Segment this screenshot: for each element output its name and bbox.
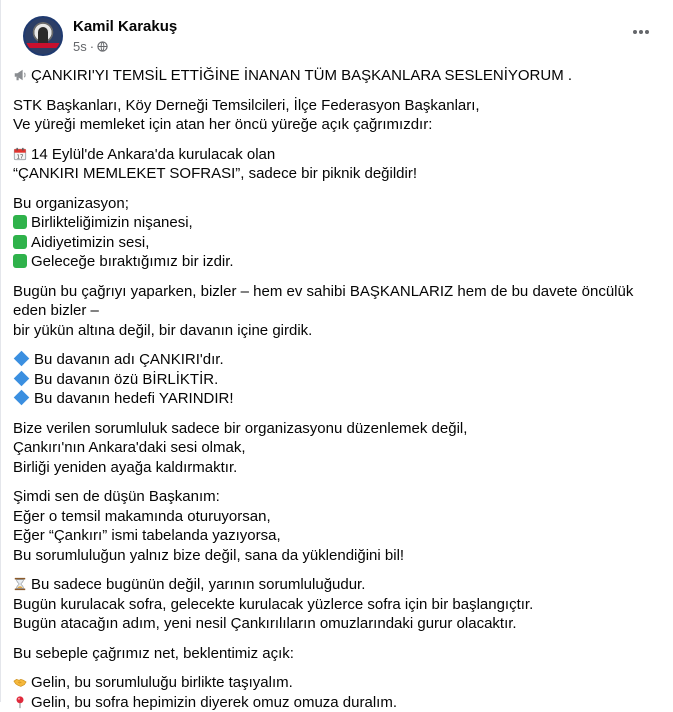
globe-icon[interactable] [97,41,108,52]
post-text: bir yükün altına değil, bir davanın içine girdik. [13,321,313,339]
post-paragraph [13,575,661,634]
post-paragraph [13,66,661,86]
blue-diamond-icon [14,390,30,406]
post-paragraph [13,194,661,272]
post-text: Bu davanın adı ÇANKIRI'dır. [34,351,224,368]
handshake-icon [13,675,27,689]
hourglass-icon [13,577,27,591]
post-text: Bu sadece bugünün değil, yarının sorumluluğudur. [31,576,366,593]
post-paragraph [13,350,661,409]
post-meta [73,39,108,54]
post-text: Bu davanın özü BİRLİKTİR. [34,370,219,388]
post-text: Bu sorumluluğun yalnız bize değil, sana da yüklendiğini bil! [13,546,405,564]
post-paragraph [13,282,661,341]
post-text: Çankırı'nın Ankara'daki sesi olmak, [13,439,246,456]
svg-text:17: 17 [16,154,24,161]
post-text: Bu organizasyon; [13,194,129,212]
post-text: Gelin, bu sofra hepimizin diyerek omuz omuza duralım. [31,693,397,711]
post-text: Ve yüreği memleket için atan her öncü yüreğe açık çağrımızdır: [13,116,433,133]
post-text: Bu davanın hedefi YARINDIR! [34,390,234,407]
post-text: ÇANKIRI'YI TEMSİL ETTİĞİNE İNANAN TÜM BAŞKANLARA SESLENİYORUM . [31,67,573,84]
green-square-icon [13,215,27,229]
post-paragraph [13,145,661,184]
blue-diamond-icon [14,370,30,386]
post-paragraph [13,96,661,135]
megaphone-icon [13,68,27,82]
post-text: Geleceğe bıraktığımız bir izdir. [31,253,234,270]
post-text: Eğer “Çankırı” ismi tabelanda yazıyorsa, [13,527,281,544]
post-text: Şimdi sen de düşün Başkanım: [13,488,220,505]
author-name[interactable]: Kamil Karakuş [73,18,178,35]
author-avatar[interactable] [23,16,63,56]
post-text: Bugün kurulacak sofra, gelecekte kurulacak yüzlerce sofra için bir başlangıçtır. [13,595,534,613]
post-paragraph [13,673,661,712]
post-text: STK Başkanları, Köy Derneği Temsilcileri, İlçe Federasyon Başkanları, [13,96,480,114]
post-paragraph [13,487,661,565]
post-text: Birliği yeniden ayağa kaldırmaktır. [13,458,238,476]
post-header [13,0,661,62]
post-text: Bu sebeple çağrımız net, beklentimiz açık: [13,644,294,662]
post-text: Gelin, bu sorumluluğu birlikte taşıyalım. [31,674,293,691]
calendar-icon [13,147,27,161]
post-text: Birlikteliğimizin nişanesi, [31,214,193,231]
post-content [13,66,661,712]
post-text: Bugün bu çağrıyı yaparken, bizler – hem ev sahibi BAŞKANLARIZ hem de bu davete öncülük eden bizler – [13,282,634,319]
more-options-button[interactable] [631,22,651,42]
post-text: 14 Eylül'de Ankara'da kurulacak olan [31,145,276,163]
post-timestamp[interactable]: 5s [73,39,87,54]
green-square-icon [13,235,27,249]
green-square-icon [13,254,27,268]
post-paragraph [13,419,661,478]
post-text: “ÇANKIRI MEMLEKET SOFRASI”, sadece bir piknik değildir! [13,165,418,182]
blue-diamond-icon [14,351,30,367]
more-horizontal-icon [632,29,650,35]
post-paragraph [13,644,661,664]
meta-separator: · [89,39,95,54]
post-text: Eğer o temsil makamında oturuyorsan, [13,507,271,525]
post-text: Bugün atacağın adım, yeni nesil Çankırılıların omuzlarındaki gurur olacaktır. [13,615,517,632]
post-text: Aidiyetimizin sesi, [31,233,150,251]
post-text: Bize verilen sorumluluk sadece bir organizasyonu düzenlemek değil, [13,419,468,437]
